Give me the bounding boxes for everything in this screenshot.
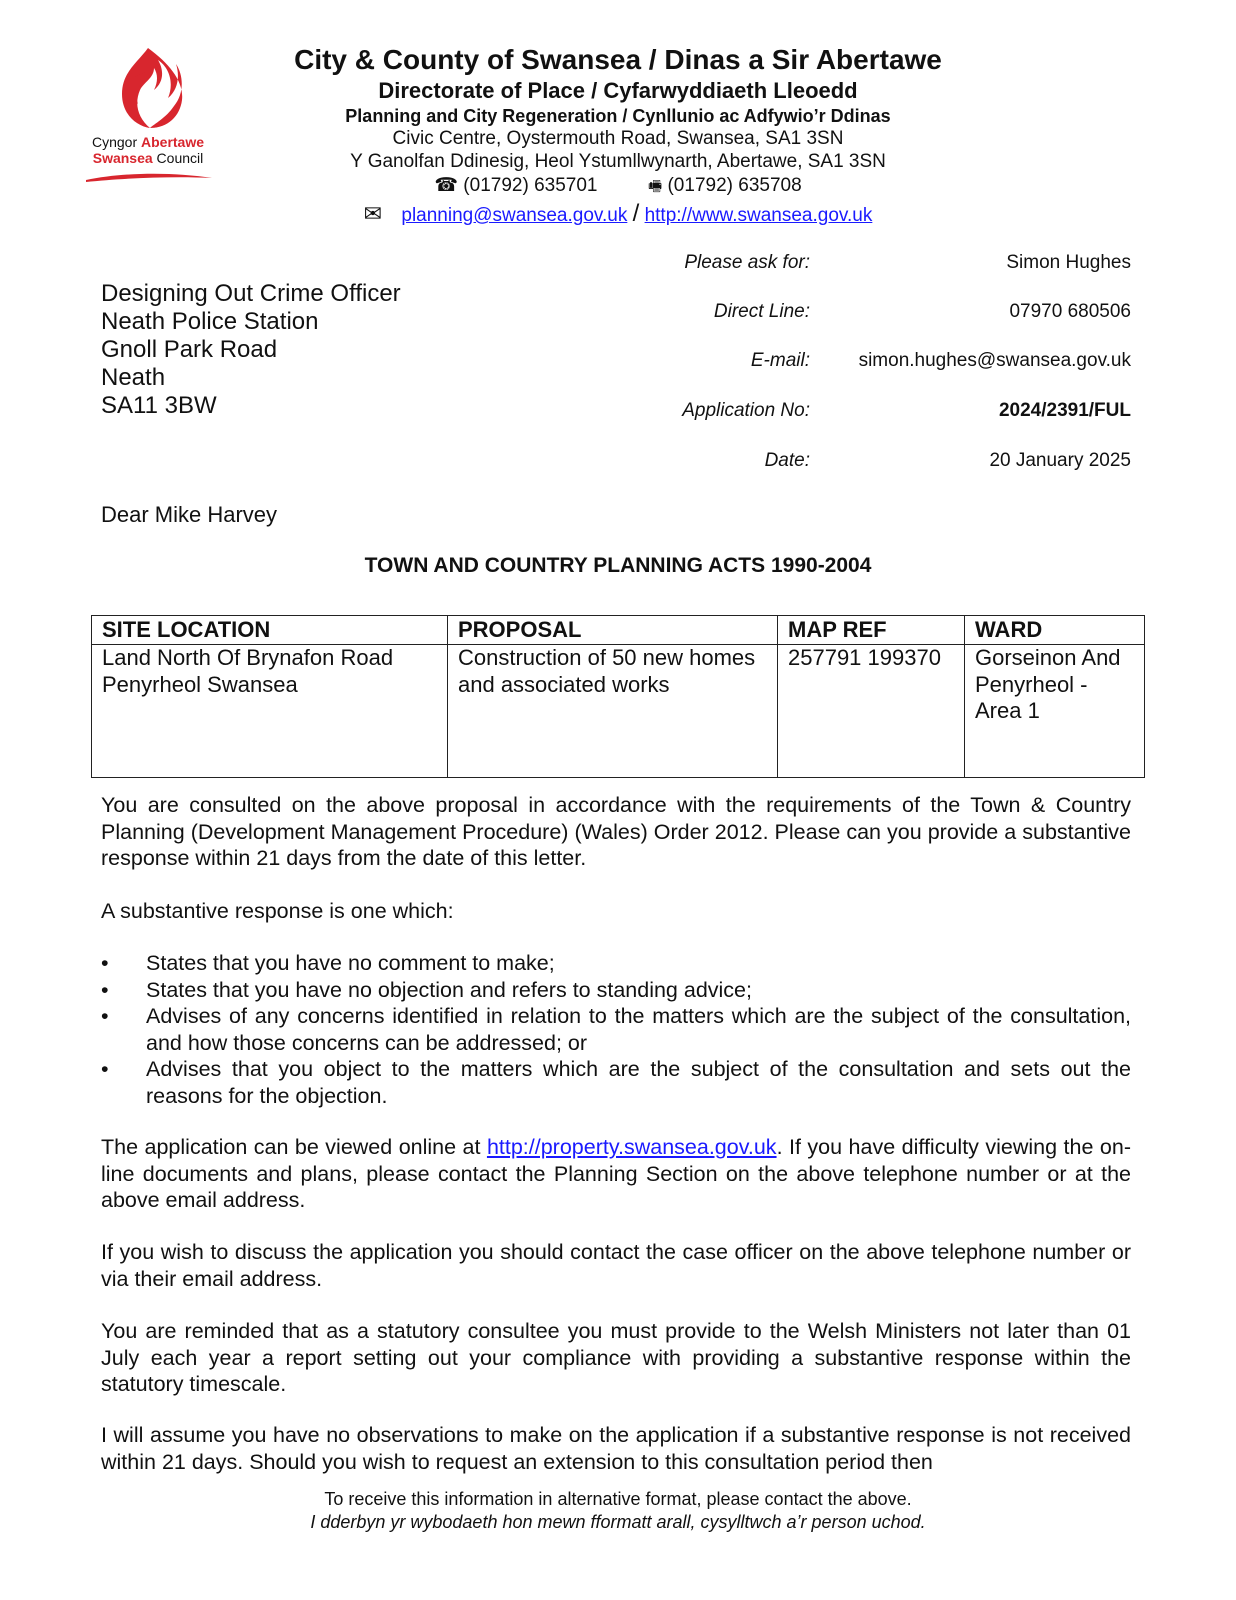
website-link[interactable]: http://www.swansea.gov.uk: [644, 205, 873, 226]
paragraph-statutory: You are reminded that as a statutory consultee you must provide to the Welsh Ministers not later than 01 July each year a report setting out your compliance with providing a substantive response within the statutory timescale.: [101, 1319, 1131, 1396]
address-line: Neath Police Station: [101, 308, 319, 335]
table-header-row: [92, 616, 1145, 645]
address-english: Civic Centre, Oystermouth Road, Swansea, SA1 3SN: [392, 128, 844, 149]
address-welsh: Y Ganolfan Ddinesig, Heol Ystumllwynarth, Abertawe, SA1 3SN: [350, 151, 886, 172]
paragraph-online-text: The application can be viewed online at: [101, 1135, 487, 1159]
site-location-header: SITE LOCATION: [92, 616, 448, 645]
list-item: • Advises that you object to the matters which are the subject of the consultation and sets out the reasons for the objection.: [101, 1056, 1131, 1109]
proposal-header: PROPOSAL: [448, 616, 778, 645]
list-item: • States that you have no objection and refers to standing advice;: [101, 977, 1131, 1004]
application-details-table: [91, 615, 1145, 778]
email-label: E-mail:: [750, 350, 810, 371]
fax-icon: 🖷: [648, 178, 663, 195]
address-line: Neath: [101, 364, 166, 391]
fax-number: (01792) 635708: [667, 175, 802, 196]
ward-header: WARD: [965, 616, 1145, 645]
table-row: [92, 645, 1145, 778]
map-ref-header: MAP REF: [778, 616, 965, 645]
address-line: SA11 3BW: [101, 392, 217, 419]
planning-email-link[interactable]: planning@swansea.gov.uk: [401, 205, 628, 226]
response-criteria-list: [101, 950, 1131, 1109]
paragraph-discuss: If you wish to discuss the application you should contact the case officer on the above telephone number or via their email address.: [101, 1240, 1131, 1291]
direct-line-label: Direct Line:: [713, 301, 810, 322]
address-line: Designing Out Crime Officer: [101, 280, 401, 307]
recipient-address: [101, 280, 401, 420]
envelope-icon: ✉: [363, 201, 383, 226]
logo-text-welsh: Cyngor Abertawe: [91, 134, 205, 150]
address-line: Gnoll Park Road: [101, 336, 278, 363]
email-web-line: [0, 200, 1236, 228]
date-label: Date:: [764, 450, 810, 471]
site-location-cell: Land North Of Brynafon Road Penyrheol Swansea: [92, 645, 448, 778]
letter-heading: TOWN AND COUNTRY PLANNING ACTS 1990-2004: [364, 554, 872, 577]
paragraph-online: [101, 1134, 1131, 1214]
department: Planning and City Regeneration / Cynllunio ac Adfywio’r Ddinas: [345, 106, 891, 126]
phone-number: (01792) 635701: [463, 175, 598, 196]
salutation: Dear Mike Harvey: [101, 502, 278, 527]
application-label: Application No:: [682, 400, 810, 421]
list-item: • Advises of any concerns identified in relation to the matters which are the subject of the consultation, and how those concerns can be addressed; or: [101, 1003, 1131, 1056]
map-ref-cell: 257791 199370: [778, 645, 965, 778]
footer-welsh: I dderbyn yr wybodaeth hon mewn fformatt arall, cysylltwch a’r person uchod.: [310, 1512, 926, 1532]
property-portal-link[interactable]: http://property.swansea.gov.uk: [486, 1135, 777, 1159]
paragraph-online-text-2: . If you have difficulty viewing the on-line documents and plans, please contact the Planning Section on the above telephone number or at the above email address.: [101, 1135, 1131, 1212]
paragraph-substantive: A substantive response is one which:: [101, 899, 454, 923]
footer-english: To receive this information in alternative format, please contact the above.: [324, 1489, 912, 1509]
logo-text-english: Swansea Council: [92, 150, 204, 166]
council-title: City & County of Swansea / Dinas a Sir Abertawe: [294, 44, 942, 75]
separator: /: [632, 200, 640, 227]
application-value: 2024/2391/FUL: [998, 400, 1131, 421]
date-value: 20 January 2025: [989, 450, 1131, 471]
phone-icon: ☎: [434, 175, 459, 196]
ward-cell: Gorseinon And Penyrheol - Area 1: [965, 645, 1145, 778]
contact-numbers: [0, 174, 1236, 201]
ask-for-value: Simon Hughes: [1006, 252, 1131, 273]
paragraph-consultation: You are consulted on the above proposal in accordance with the requirements of the Town & Country Planning (Development Management Procedure) (Wales) Order 2012. Please can you provide a substantive response within 21 days from the date of this letter.: [101, 793, 1131, 870]
list-item: • States that you have no comment to make;: [101, 950, 1131, 977]
directorate: Directorate of Place / Cyfarwyddiaeth Lleoedd: [378, 78, 858, 103]
proposal-cell: Construction of 50 new homes and associated works: [448, 645, 778, 778]
direct-line-value: 07970 680506: [1009, 301, 1131, 322]
ask-for-label: Please ask for:: [684, 252, 810, 273]
paragraph-assume: I will assume you have no observations to make on the application if a substantive response is not received within 21 days. Should you wish to request an extension to this consultation period then: [101, 1423, 1131, 1474]
email-value: simon.hughes@swansea.gov.uk: [858, 350, 1131, 371]
